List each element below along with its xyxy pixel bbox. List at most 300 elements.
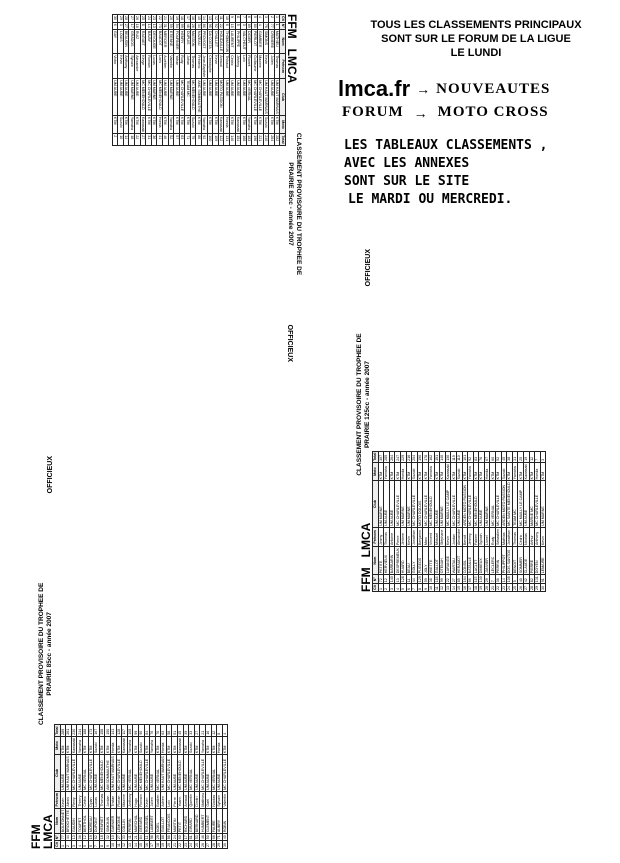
table-cell: 27 — [116, 835, 121, 840]
table-cell: MC VERNAL — [82, 755, 88, 792]
table-cell: Kevin — [406, 527, 412, 546]
table-cell: UM AUBE — [524, 481, 530, 528]
table-cell: 216 — [406, 451, 412, 462]
table-cell: RICHARD — [183, 808, 189, 834]
table-cell: UM AUBE — [134, 79, 140, 116]
table-cell: 8 — [140, 22, 146, 29]
table-cell: 27 — [194, 725, 200, 736]
table-cell: NOEL — [155, 808, 161, 834]
sheet-header — [10, 450, 54, 855]
table-cell: UM MARNE — [378, 481, 384, 528]
table-cell: GARNIER — [110, 808, 116, 834]
table-cell: 5 — [82, 841, 88, 849]
table-cell: 16 — [462, 584, 468, 592]
table-cell: 131 — [535, 576, 540, 583]
note-line-1: LES TABLEAUX CLASSEMENTS , — [344, 138, 548, 153]
table-cell: 10 — [111, 835, 116, 840]
table-cell: 11 — [218, 15, 224, 23]
table-cell: 19 — [161, 841, 167, 849]
table-cell: Thomas — [99, 791, 105, 808]
table-cell: Sébastien — [496, 529, 501, 546]
table-cell: CLAUDE — [524, 547, 530, 575]
table-cell: Thomas — [512, 527, 518, 546]
table-row — [150, 725, 156, 849]
table-row — [200, 725, 206, 849]
column-header: N° — [55, 835, 60, 840]
table-cell: BERNARD — [194, 808, 200, 834]
table-cell: 79 — [190, 134, 196, 145]
table-cell: PETIT — [178, 808, 184, 834]
table-cell: UM MARNE — [484, 481, 490, 528]
table-cell: 99 — [133, 725, 139, 736]
table-cell: UM AUBE — [434, 481, 440, 528]
table-row — [94, 725, 100, 849]
table-cell: MC MENEHOULD — [428, 481, 434, 528]
table-cell: KTM — [213, 115, 219, 133]
table-cell: HERAUDT — [456, 547, 462, 575]
table-cell: MC CHARLEVILLE — [412, 481, 418, 528]
table-cell: ARDEN MOTO PASSION — [462, 481, 468, 528]
title-line-2: PRAIRIE 85cc - année 2007 — [287, 162, 294, 246]
site-line — [338, 76, 614, 102]
table-cell: DUPUIS — [185, 29, 191, 53]
table-row — [217, 725, 223, 849]
table-cell: 190 — [417, 451, 423, 462]
table-cell: Suzuki — [190, 115, 196, 133]
table-cell: 7 — [490, 575, 496, 584]
table-row — [71, 725, 77, 849]
table-cell: 12 — [440, 584, 446, 592]
table-cell: Sylvain — [129, 54, 135, 79]
forum-label: FORUM — [342, 104, 404, 120]
table-cell: 24 — [507, 584, 513, 592]
table-cell: 29 — [155, 835, 160, 840]
table-cell: Alexandre — [457, 528, 462, 546]
table-cell: 45 — [178, 725, 184, 736]
table-cell: 264 — [389, 451, 395, 462]
table-cell: UM AUBE — [207, 79, 213, 116]
table-cell: 24 — [146, 15, 152, 23]
table-cell: Arnaud — [218, 54, 224, 79]
table-cell: 22 — [134, 134, 140, 145]
table-cell: Loïc — [166, 791, 172, 808]
table-cell: 16 — [206, 725, 212, 736]
table-cell: 41 — [127, 835, 132, 840]
table-cell: 105 — [507, 576, 512, 583]
table-cell: Rudy — [179, 54, 185, 79]
table-cell: MC VERNAL — [127, 755, 133, 792]
title-line-1: CLASSEMENT PROVISOIRE DU TROPHEE DE — [356, 333, 363, 476]
table-cell: 88 — [161, 835, 166, 840]
table-cell: Kévin — [118, 54, 124, 79]
table-cell: MC CHARLEVILLE — [468, 481, 474, 528]
column-header: Moto — [55, 736, 61, 754]
table-row — [168, 15, 174, 146]
table-row — [451, 451, 457, 591]
table-cell: Kawasaki — [219, 116, 224, 133]
table-row — [185, 15, 191, 146]
table-cell: 285 — [384, 451, 390, 462]
table-cell: 15 — [138, 841, 144, 849]
table-row — [428, 451, 434, 591]
table-cell: 11 — [144, 835, 149, 840]
table-cell: Yamaha — [468, 462, 474, 480]
table-cell: UM AUBE — [194, 755, 200, 792]
table-cell: HERVIEUX — [384, 547, 390, 575]
table-cell: 71 — [185, 134, 191, 145]
table-cell: 131 — [224, 134, 230, 145]
table-cell: Honda — [224, 115, 230, 133]
table-cell: 188 — [82, 725, 88, 736]
table-cell: UM HAUT MARNAIS — [66, 756, 71, 790]
table-cell: Victor — [112, 54, 118, 79]
table-cell: Nicolas — [524, 527, 530, 546]
table-cell: 25 — [140, 15, 146, 23]
table-cell: 5 — [512, 575, 518, 584]
results-table — [372, 451, 546, 592]
table-cell: KTM — [417, 462, 423, 480]
table-cell: 46 — [185, 23, 190, 28]
table-cell: 26 — [134, 15, 140, 23]
table-cell: KTM — [172, 736, 178, 754]
table-cell: Rudy — [490, 527, 496, 546]
table-cell: Kawasaki — [122, 737, 127, 754]
table-cell: Valentin — [222, 791, 228, 808]
table-cell: PUGEOS — [417, 547, 423, 575]
table-cell: ETIENNE — [168, 29, 174, 53]
table-row — [501, 451, 507, 591]
official-label: OFFICIEUX — [365, 249, 372, 287]
table-cell: 16 — [144, 841, 150, 849]
table-cell: Lucas — [151, 54, 157, 79]
column-header: Club — [373, 481, 379, 528]
table-cell: Antoine — [389, 527, 395, 546]
table-cell: Dimitri — [194, 791, 200, 808]
table-cell: KTM — [423, 462, 429, 480]
table-cell: 17 — [150, 841, 156, 849]
table-cell: 7 — [94, 841, 100, 849]
table-cell: Mickael — [434, 527, 440, 546]
table-row — [512, 451, 518, 591]
table-cell: 2 — [112, 134, 118, 145]
table-cell: UM AUBE — [241, 79, 247, 116]
table-cell: 5 — [252, 15, 258, 23]
table-cell: Julien — [269, 54, 275, 79]
table-cell: 15 — [230, 23, 235, 28]
table-cell: Lucas — [94, 791, 100, 808]
table-cell: 4 — [395, 584, 401, 592]
table-cell: MC CHARLEVILLE — [146, 79, 152, 116]
table-cell: NAZEAU — [196, 29, 202, 53]
brand-ffm: FFM — [359, 567, 373, 592]
table-cell: 90 — [138, 725, 144, 736]
table-cell: Jordan — [105, 791, 111, 808]
table-cell: KTM — [60, 736, 66, 754]
table-cell: 27 — [129, 15, 135, 23]
table-row — [423, 451, 429, 591]
table-cell: 33 — [189, 725, 195, 736]
table-row — [263, 15, 269, 146]
table-cell: KTM — [378, 462, 384, 480]
table-cell: Yamaha — [384, 462, 390, 480]
table-cell: 18 — [155, 841, 161, 849]
table-cell: 16 — [190, 15, 196, 23]
table-cell: LAURENT — [230, 29, 236, 53]
table-cell: UM HAUT MARNAIS — [161, 756, 166, 790]
table-cell: KTM — [473, 462, 479, 480]
table-cell: Cédric — [518, 527, 524, 546]
table-cell: KTM — [207, 115, 213, 133]
table-cell: Yohan — [174, 54, 180, 79]
table-row — [468, 451, 474, 591]
table-cell: MC CHARLEVILLE — [222, 755, 228, 792]
sheet-header — [328, 243, 372, 598]
table-cell: TEAM MC — [512, 481, 518, 528]
table-cell: Alexandre — [134, 54, 140, 79]
table-cell: 6 — [224, 22, 230, 29]
table-cell: PROVOST — [202, 29, 208, 53]
table-cell: Yamaha — [168, 115, 174, 133]
table-cell: Aurélien — [162, 54, 168, 79]
table-cell: Remy — [71, 791, 77, 808]
table-cell: Lionel — [484, 527, 490, 546]
table-cell: LAMBERT — [150, 808, 156, 834]
table-cell: MC CHARLEVILLE — [179, 79, 185, 116]
table-cell: Loris — [157, 54, 163, 79]
table-row — [507, 451, 513, 591]
table-cell: LEMAIRE — [540, 547, 546, 575]
table-cell: BAUDOT — [157, 29, 163, 53]
note-line-4: LE MARDI OU MERCREDI. — [348, 192, 513, 207]
table-cell: 25 — [512, 584, 518, 592]
table-cell: GAMBIER — [258, 29, 264, 53]
table-cell: KTM — [116, 736, 122, 754]
table-cell: 178 — [423, 451, 429, 462]
table-cell: CLEMENT — [206, 808, 212, 834]
table-cell: MC CHARLEVILLE — [252, 79, 258, 116]
table-cell: Jérémy — [235, 54, 241, 79]
table-cell: 82 — [529, 575, 535, 584]
table-cell: PERRIN — [127, 808, 133, 834]
table-cell: KTM — [196, 115, 202, 133]
site-link[interactable]: lmca.fr — [338, 76, 411, 101]
table-cell: Yamaha — [202, 115, 208, 133]
table-cell: 23 — [151, 15, 157, 23]
table-cell: 95 — [208, 23, 213, 28]
table-cell: DA COSTA — [207, 29, 213, 53]
brand-lmca: LMCA — [285, 48, 299, 84]
table-cell: 5 — [400, 584, 406, 592]
table-row — [189, 725, 195, 849]
table-cell: PIERRE — [529, 547, 535, 575]
table-cell: 25 — [194, 841, 200, 849]
table-body — [112, 15, 280, 146]
table-cell: 36 — [496, 575, 502, 584]
table-row — [140, 15, 146, 146]
table-cell: Honda — [161, 736, 167, 754]
table-cell: CHALLET — [213, 29, 219, 53]
table-cell: MC VERNAL — [155, 755, 161, 792]
table-cell: MC VERNAL — [246, 79, 252, 116]
table-cell: 8 — [99, 841, 105, 849]
table-cell: Kevin — [213, 54, 219, 79]
table-cell: 46 — [162, 134, 168, 145]
table-cell: 66 — [468, 575, 474, 584]
table-cell: 167 — [94, 725, 100, 736]
table-cell: 86 — [202, 23, 207, 28]
table-cell: 204 — [412, 451, 418, 462]
table-cell: MC VERNAL — [189, 755, 195, 792]
table-cell: Thomas — [274, 54, 280, 79]
table-cell: UM HAUT MARNAIS — [111, 756, 116, 790]
table-cell: Pierre — [395, 527, 401, 546]
results-sheet — [328, 243, 620, 598]
table-cell: 77 — [60, 835, 65, 840]
table-cell: Yamaha — [246, 115, 252, 133]
table-cell: 12 — [529, 451, 535, 462]
table-cell: BERTHOL — [82, 808, 88, 834]
table-cell: 264 — [269, 134, 275, 145]
table-cell: 83 — [473, 451, 479, 462]
table-cell: MATHIEU — [274, 29, 280, 53]
table-cell: 46 — [200, 835, 205, 840]
table-cell: Maxime — [122, 791, 128, 808]
table-cell: AUBRY — [217, 808, 223, 834]
column-header: Total — [55, 726, 60, 735]
column-header: Prénom — [373, 527, 379, 546]
table-cell: 221 — [258, 134, 264, 145]
table-cell: Tristan — [110, 791, 116, 808]
table-cell: UM MARNE — [151, 79, 157, 116]
table-cell: UM AUBE — [213, 79, 219, 116]
table-cell: 29 — [118, 15, 124, 23]
table-cell: Cédric — [82, 791, 88, 808]
table-cell: PERRIN — [496, 547, 502, 575]
table-cell: 14 — [133, 841, 139, 849]
table-cell: 31 — [512, 451, 518, 462]
table-cell: 118 — [434, 576, 439, 583]
table-cell: SIMONIN — [105, 808, 111, 834]
table-cell: KTM — [66, 736, 72, 754]
table-row — [456, 451, 462, 591]
table-cell: KTM — [112, 115, 118, 133]
table-row — [224, 15, 230, 146]
table-cell: 92 — [213, 23, 218, 28]
column-header: Nom — [55, 808, 61, 834]
table-cell: MC CHARLEVILLE — [166, 755, 172, 792]
note-line-3: SONT SUR LE SITE — [344, 174, 470, 189]
sheet-title — [38, 583, 54, 725]
table-cell: UM AUBE — [122, 755, 128, 792]
table-cell: DEVOUGE — [151, 29, 157, 53]
table-cell: 18 — [473, 584, 479, 592]
sheet-title — [286, 133, 302, 275]
table-row — [462, 451, 468, 591]
table-cell: 12 — [83, 835, 88, 840]
table-cell: 9 — [230, 15, 236, 23]
table-cell: 164 — [462, 576, 467, 583]
table-row — [110, 725, 116, 849]
table-row — [157, 15, 163, 146]
table-row — [174, 15, 180, 146]
table-cell: 27 — [524, 584, 530, 592]
table-row — [529, 451, 535, 591]
table-row — [479, 451, 485, 591]
table-cell: OTENAH — [440, 547, 446, 575]
table-cell: 57 — [174, 134, 180, 145]
table-cell: BATAILLE — [468, 547, 474, 575]
table-cell: 108 — [127, 725, 133, 736]
brand-ffm: FFM — [285, 14, 299, 39]
table-cell: 130 — [479, 576, 484, 583]
table-cell: 6 — [406, 584, 412, 592]
table-row — [230, 15, 236, 146]
table-row — [269, 15, 275, 146]
table-row — [213, 15, 219, 146]
table-cell: UM AUBE — [217, 755, 223, 792]
table-cell: Yamaha — [127, 736, 133, 754]
table-cell: Kevin — [263, 54, 269, 79]
column-header: Nom — [373, 547, 379, 575]
table-cell: 13 — [395, 575, 401, 584]
table-cell: 30 — [112, 15, 118, 23]
table-cell: 14 — [146, 23, 151, 28]
table-cell: JANVIER — [484, 547, 490, 575]
table-row — [518, 451, 524, 591]
table-row — [161, 725, 167, 849]
table-cell: Jonathan — [412, 527, 418, 546]
table-cell: Kawasaki — [445, 463, 450, 480]
table-cell: Fabien — [473, 527, 479, 546]
table-cell: GOLLY — [412, 547, 418, 575]
table-cell: Kevin — [144, 791, 150, 808]
table-cell: 27 — [124, 23, 129, 28]
table-row — [123, 15, 129, 146]
table-cell: 6 — [112, 22, 118, 29]
table-cell: 67 — [484, 451, 490, 462]
table-cell: UM MARNE — [406, 481, 412, 528]
table-cell: Florent — [246, 54, 252, 79]
table-cell: KTM — [258, 115, 264, 133]
column-header: N° — [373, 575, 379, 584]
table-cell: 59 — [423, 575, 429, 584]
table-cell: 6 — [88, 841, 94, 849]
table-cell: KTM — [151, 115, 157, 133]
table-row — [434, 451, 440, 591]
table-cell: Jordan — [451, 527, 457, 546]
table-cell: Sylvain — [479, 527, 485, 546]
table-cell: FAURE — [211, 808, 217, 834]
table-cell: 29 — [535, 584, 541, 592]
table-row — [218, 15, 224, 146]
column-header: N° — [280, 23, 285, 28]
brand-ffm: FFM — [29, 824, 43, 849]
table-cell: WARTAU — [451, 547, 457, 575]
table-cell: 26 — [518, 584, 524, 592]
table-cell: HUARD — [400, 547, 406, 575]
table-cell: HENRY — [179, 29, 185, 53]
table-cell: 10 — [118, 134, 124, 145]
table-cell: 130 — [445, 451, 451, 462]
table-cell: PETITE — [378, 547, 384, 575]
table-cell: KTM — [529, 462, 535, 480]
table-cell: 92 — [202, 134, 208, 145]
table-cell: VALCHEUT — [241, 29, 247, 53]
table-cell: PHILIPPE — [235, 29, 241, 53]
column-header: Total — [373, 452, 378, 461]
column-header: Club — [280, 79, 286, 116]
table-cell: 4 — [258, 15, 264, 23]
